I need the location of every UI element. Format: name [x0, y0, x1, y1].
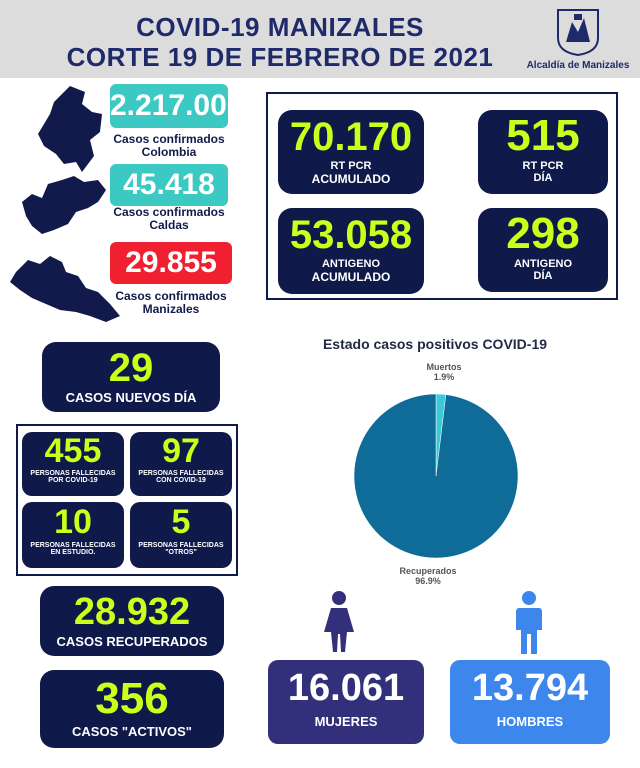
man-icon — [514, 590, 544, 656]
colombia-map-icon — [30, 84, 110, 174]
slice-value-label: 1.9% — [433, 372, 455, 382]
manizales-cases-value: 29.855 — [110, 242, 232, 284]
men-value: 13.794 — [471, 667, 589, 709]
rt-pcr-day-l2: DÍA — [533, 172, 553, 184]
rt-pcr-total-l1: RT PCR — [330, 160, 372, 172]
antigen-total-l2: ACUMULADO — [311, 270, 391, 284]
men-label: HOMBRES — [496, 714, 564, 729]
deaths-covid-value: 455 — [44, 432, 102, 470]
page-title: COVID-19 MANIZALES — [136, 12, 424, 42]
pie-slice-recuperados — [354, 394, 518, 558]
active-card — [40, 670, 224, 748]
pie-label-recuperados — [388, 566, 468, 586]
antigen-day-l2: DÍA — [533, 270, 553, 282]
rt-pcr-day-value: 515 — [506, 111, 580, 160]
recovered-label: CASOS RECUPERADOS — [56, 634, 208, 649]
logo-caption: Alcaldía de Manizales — [526, 60, 630, 71]
caldas-cases-value: 45.418 — [110, 164, 228, 206]
rt-pcr-total-l2: ACUMULADO — [311, 172, 391, 186]
women-label: MUJERES — [314, 714, 378, 729]
antigen-day-card — [478, 208, 608, 292]
new-cases-value: 29 — [108, 346, 154, 390]
page-subtitle: CORTE 19 DE FEBRERO DE 2021 — [66, 42, 494, 72]
deaths-study-l1: PERSONAS FALLECIDAS — [30, 542, 116, 549]
active-label: CASOS "ACTIVOS" — [72, 724, 192, 739]
caldas-cases-label — [100, 206, 238, 232]
slice-value-label: 96.9% — [415, 576, 441, 586]
deaths-covid-card — [22, 432, 124, 496]
rt-pcr-day-card — [478, 110, 608, 194]
pie-chart — [346, 386, 526, 566]
deaths-with-covid-l1: PERSONAS FALLECIDAS — [138, 470, 224, 477]
antigen-total-value: 53.058 — [289, 213, 413, 257]
women-value: 16.061 — [287, 667, 405, 709]
active-value: 356 — [95, 674, 169, 723]
antigen-total-l1: ANTIGENO — [321, 258, 381, 270]
deaths-other-l2: "OTROS" — [165, 549, 197, 556]
deaths-with-covid-card — [130, 432, 232, 496]
colombia-cases-value: 2.217.001 — [110, 84, 228, 128]
new-cases-label: CASOS NUEVOS DÍA — [65, 390, 197, 405]
slice-label: Muertos — [426, 362, 462, 372]
deaths-study-l2: EN ESTUDIO. — [50, 549, 96, 556]
deaths-other-card — [130, 502, 232, 568]
slice-label: Recuperados — [399, 566, 457, 576]
label-line: Caldas — [149, 218, 189, 232]
label-line: Colombia — [141, 145, 197, 159]
caldas-map-icon — [18, 172, 108, 238]
colombia-cases-label — [100, 133, 238, 159]
label-line: Casos confirmados — [115, 289, 227, 303]
antigen-day-l1: ANTIGENO — [513, 258, 573, 270]
pie-label-muertos — [404, 362, 484, 382]
recovered-card — [40, 586, 224, 656]
deaths-with-covid-value: 97 — [162, 432, 200, 470]
men-card — [450, 660, 610, 744]
antigen-total-card — [278, 208, 424, 294]
woman-icon — [322, 590, 356, 654]
deaths-other-l1: PERSONAS FALLECIDAS — [138, 542, 224, 549]
manizales-cases-label — [100, 290, 242, 316]
label-line: Casos confirmados — [113, 132, 225, 146]
recovered-value: 28.932 — [73, 591, 191, 633]
deaths-study-value: 10 — [54, 503, 92, 541]
label-line: Casos confirmados — [113, 205, 225, 219]
rt-pcr-total-value: 70.170 — [289, 115, 413, 159]
alcaldia-logo — [556, 8, 600, 56]
deaths-study-card — [22, 502, 124, 568]
women-card — [268, 660, 424, 744]
rt-pcr-day-l1: RT PCR — [522, 160, 564, 172]
rt-pcr-total-card — [278, 110, 424, 194]
deaths-other-value: 5 — [171, 503, 191, 541]
chart-title: Estado casos positivos COVID-19 — [322, 336, 548, 352]
new-cases-card — [42, 342, 220, 412]
deaths-covid-l2: POR COVID-19 — [48, 477, 98, 484]
deaths-covid-l1: PERSONAS FALLECIDAS — [30, 470, 116, 477]
deaths-with-covid-l2: CON COVID-19 — [156, 477, 206, 484]
label-line: Manizales — [142, 302, 200, 316]
antigen-day-value: 298 — [506, 209, 580, 258]
